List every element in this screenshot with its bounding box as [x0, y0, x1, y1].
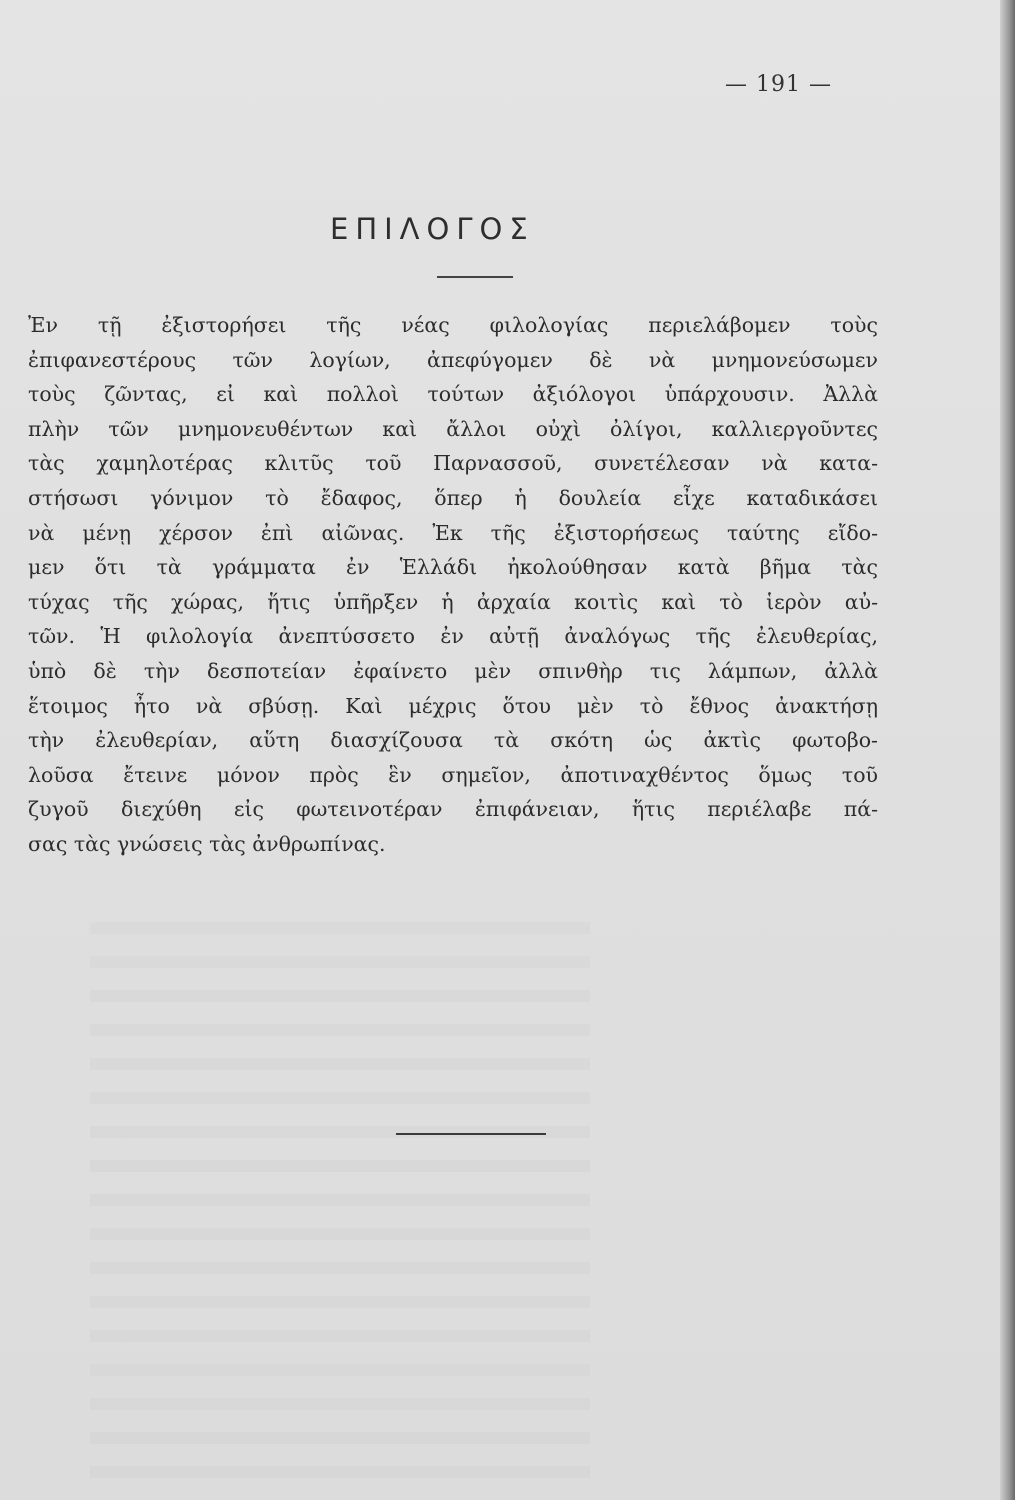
- text-line: τῶν. Ἡ φιλολογία ἀνεπτύσσετο ἐν αὐτῇ ἀναλόγως τῆς ἐλευθερίας,: [28, 624, 878, 649]
- text-line: νὰ μένῃ χέρσον ἐπὶ αἰῶνας. Ἐκ τῆς ἐξιστορήσεως ταύτης εἴδο-: [28, 520, 878, 545]
- text-line: λοῦσα ἔτεινε μόνον πρὸς ἓν σημεῖον, ἀποτιναχθέντος ὅμως τοῦ: [28, 762, 878, 787]
- text-line: στήσωσι γόνιμον τὸ ἔδαφος, ὅπερ ἡ δουλεία εἶχε καταδικάσει: [28, 485, 878, 510]
- end-rule: [396, 1133, 546, 1135]
- text-line: ζυγοῦ διεχύθη εἰς φωτεινοτέραν ἐπιφάνειαν, ἥτις περιέλαβε πά-: [28, 797, 878, 822]
- text-line: τὰς χαμηλοτέρας κλιτῦς τοῦ Παρνασσοῦ, συνετέλεσαν νὰ κατα-: [28, 451, 878, 476]
- show-through-texture: [90, 900, 590, 1480]
- chapter-title: ΕΠΙΛΟΓΟΣ: [330, 212, 535, 246]
- text-line: ἕτοιμος ἦτο νὰ σβύσῃ. Καὶ μέχρις ὅτου μὲν τὸ ἔθνος ἀνακτήσῃ: [28, 693, 878, 718]
- text-line: πλὴν τῶν μνημονευθέντων καὶ ἄλλοι οὐχὶ ὀλίγοι, καλλιεργοῦντες: [28, 416, 878, 441]
- epilogue-text: [28, 308, 878, 862]
- text-line: Ἐν τῇ ἐξιστορήσει τῆς νέας φιλολογίας περιελάβομεν τοὺς: [28, 313, 878, 337]
- text-line: ἐπιφανεστέρους τῶν λογίων, ἀπεφύγομεν δὲ νὰ μνημονεύσωμεν: [28, 347, 878, 372]
- text-line: τὴν ἐλευθερίαν, αὕτη διασχίζουσα τὰ σκότη ὡς ἀκτὶς φωτοβο-: [28, 728, 878, 753]
- page-edge: [1000, 0, 1015, 1500]
- text-line: μεν ὅτι τὰ γράμματα ἐν Ἑλλάδι ἠκολούθησαν κατὰ βῆμα τὰς: [28, 555, 878, 580]
- text-line: ὑπὸ δὲ τὴν δεσποτείαν ἐφαίνετο μὲν σπινθὴρ τις λάμπων, ἀλλὰ: [28, 658, 878, 683]
- text-line: τύχας τῆς χώρας, ἥτις ὑπῆρξεν ἡ ἀρχαία κοιτὶς καὶ τὸ ἱερὸν αὐ-: [28, 589, 878, 614]
- text-line: σας τὰς γνώσεις τὰς ἀνθρωπίνας.: [28, 831, 386, 856]
- title-underline: [437, 276, 513, 278]
- text-line: τοὺς ζῶντας, εἰ καὶ πολλοὶ τούτων ἀξιόλογοι ὑπάρχουσιν. Ἀλλὰ: [28, 382, 878, 407]
- page-number: — 191 —: [725, 72, 832, 97]
